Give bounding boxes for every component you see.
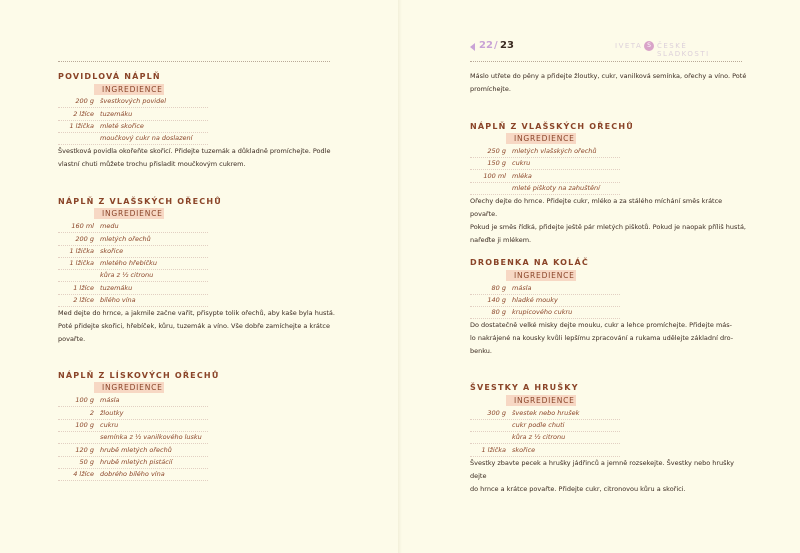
ingredient-name: semínka z ½ vanilkového lusku [100,433,202,441]
ingredient-leader-line [58,120,208,121]
ingredient-name: hrubě mletých ořechů [100,446,172,454]
ingredient-qty: 100 g [75,421,94,429]
ingredient-qty: 100 g [75,396,94,404]
ingredient-leader-line [58,456,208,457]
ingredient-qty: 1 lžička [69,122,94,130]
ingredient-name: tuzemáku [100,110,133,118]
recipe-title: NÁPLŇ Z VLAŠSKÝCH OŘECHŮ [58,197,222,206]
ingredient-row [58,122,330,131]
ingredient-row [58,247,330,256]
ingredient-name: másla [512,284,532,292]
ingredient-row [470,172,742,181]
ingredient-name: mletých ořechů [100,235,151,243]
ingredients-label: INGREDIENCE [94,382,164,393]
ingredient-row [58,222,330,231]
ingredient-name: mleté piškoty na zahuštění [512,184,600,192]
ingredient-leader-line [470,443,620,444]
ingredient-row [470,184,742,193]
ingredient-name: másla [100,396,120,404]
page-header [470,42,742,56]
ingredient-row [58,470,330,479]
ingredient-row [470,409,742,418]
ingredient-row [470,433,742,442]
ingredient-name: mletého hřebíčku [100,259,158,267]
ingredient-leader-line [58,443,208,444]
ingredient-qty: 1 lžíce [73,284,94,292]
ingredient-row [470,147,742,156]
page-separator: / [494,40,498,51]
continued-instructions: Máslo utřete do pěny a přidejte žloutky, cukr, vanilková semínka, ořechy a víno. Poté promíchejte. [470,72,747,93]
ingredients-label: INGREDIENCE [94,208,164,219]
ingredient-leader-line [58,245,208,246]
ingredient-name: tuzemáku [100,284,133,292]
recipe-title: NÁPLŇ Z VLAŠSKÝCH OŘECHŮ [470,122,634,131]
page-spine [398,0,402,553]
ingredient-qty: 4 lžíce [73,470,94,478]
ingredient-name: medu [100,222,119,230]
ingredient-qty: 50 g [79,458,94,466]
ingredient-leader-line [58,468,208,469]
brand-book-title: ČESKÉ SLADKOSTI [657,42,710,58]
header-divider [58,61,330,62]
ingredient-leader-line [470,169,620,170]
ingredient-leader-line [58,107,208,108]
ingredient-name: kůra z ½ citronu [512,433,566,441]
ingredient-row [58,296,330,305]
ingredient-name: hladké mouky [512,296,558,304]
ingredient-leader-line [470,157,620,158]
ingredient-name: skořice [100,247,124,255]
ingredient-leader-line [58,406,208,407]
ingredient-name: moučkový cukr na doslazení [100,134,193,142]
recipe-title: NÁPLŇ Z LÍSKOVÝCH OŘECHŮ [58,371,220,380]
ingredient-name: švestkových povidel [100,97,167,105]
ingredient-leader-line [58,269,208,270]
ingredient-qty: 250 g [487,147,506,155]
ingredient-name: cukru [100,421,119,429]
ingredient-name: dobrého bílého vína [100,470,165,478]
recipe-title: POVIDLOVÁ NÁPLŇ [58,72,161,81]
ingredient-leader-line [58,431,208,432]
ingredient-qty: 1 lžička [69,259,94,267]
previous-page-number[interactable]: 22 [479,40,493,51]
ingredient-qty: 80 g [491,308,506,316]
ingredient-qty: 120 g [75,446,94,454]
ingredient-name: hrubě mletých pistácií [100,458,173,466]
ingredient-name: mleté skořice [100,122,144,130]
ingredient-row [58,446,330,455]
current-page-number: 23 [500,40,514,51]
ingredient-qty: 1 lžička [481,446,506,454]
ingredients-label: INGREDIENCE [506,133,576,144]
ingredient-row [470,446,742,455]
ingredient-leader-line [470,306,620,307]
ingredient-leader-line [470,431,620,432]
ingredient-name: mléka [512,172,532,180]
ingredient-leader-line [58,480,208,481]
ingredient-name: kůra z ½ citronu [100,271,154,279]
ingredient-row [58,421,330,430]
ingredient-row [470,159,742,168]
recipe-instructions: Med dejte do hrnce, a jakmile začne vařit, přisypte tolik ořechů, aby kaše byla hustá. Poté přidejte skořici, hřebíček, kůru, tuzemák a víno. Vše dobře zamíchejte a krátce povařte. [58,309,335,343]
ingredient-row [58,271,330,280]
ingredient-row [470,421,742,430]
ingredient-row [58,458,330,467]
brand-author: IVETA [615,42,643,50]
ingredient-row [58,259,330,268]
ingredient-row [470,284,742,293]
ingredients-label: INGREDIENCE [506,270,576,281]
ingredient-qty: 2 lžíce [73,296,94,304]
ingredient-leader-line [470,419,620,420]
ingredient-row [58,110,330,119]
ingredient-row [58,396,330,405]
ingredients-label: INGREDIENCE [94,84,164,95]
ingredient-leader-line [58,419,208,420]
ingredient-qty: 1 lžička [69,247,94,255]
ingredient-leader-line [58,232,208,233]
ingredient-row [58,409,330,418]
ingredient-row [470,308,742,317]
ingredient-name: mletých vlašských ořechů [512,147,597,155]
brand-logo-icon: S [644,41,654,51]
ingredient-qty: 200 g [75,235,94,243]
ingredient-leader-line [58,132,208,133]
recipe-instructions: Švestky zbavte pecek a hrušky jádřinců a jemně rozsekejte. Švestky nebo hrušky dejte do hrnce a krátce povařte. Přidejte cukr, citronovou kůru a skořici. [470,459,734,493]
ingredient-leader-line [58,281,208,282]
ingredient-row [58,134,330,143]
recipe-instructions: Do dostatečně velké misky dejte mouku, cukr a lehce promíchejte. Přidejte más- lo nakrájené na kousky kvůli lepšímu zpracování a rukama udělejte základní dro- benku. [470,321,734,355]
ingredient-name: krupicového cukru [512,308,573,316]
ingredient-qty: 150 g [487,159,506,167]
ingredient-name: skořice [512,446,536,454]
ingredient-row [58,235,330,244]
ingredient-qty: 140 g [487,296,506,304]
header-divider [470,61,742,62]
ingredient-qty: 2 [89,409,94,417]
previous-page-arrow-icon[interactable] [470,43,475,51]
ingredient-row [58,433,330,442]
ingredient-leader-line [58,257,208,258]
ingredient-qty: 80 g [491,284,506,292]
recipe-title: DROBENKA NA KOLÁČ [470,258,589,267]
ingredient-leader-line [470,182,620,183]
ingredient-name: žloutky [100,409,124,417]
ingredient-qty: 2 lžíce [73,110,94,118]
ingredient-name: bílého vína [100,296,136,304]
ingredient-row [470,296,742,305]
ingredient-row [58,284,330,293]
ingredient-qty: 200 g [75,97,94,105]
recipe-instructions: Švestková povidla okořeňte skořicí. Přidejte tuzemák a důkladně promíchejte. Podle vlastní chuti můžete trochu přisladit moučkovým cukrem. [58,147,331,168]
ingredient-qty: 160 ml [71,222,94,230]
recipe-instructions: Ořechy dejte do hrnce. Přidejte cukr, mléko a za stálého míchání směs krátce povařte. Pokud je směs řídká, přidejte ještě pár mletých piškotů. Pokud je naopak příliš hustá, nařeďte ji mlékem. [470,197,746,244]
ingredient-leader-line [470,294,620,295]
ingredient-row [58,97,330,106]
ingredients-label: INGREDIENCE [506,395,576,406]
ingredient-leader-line [58,294,208,295]
ingredient-name: cukru [512,159,531,167]
ingredient-qty: 100 ml [483,172,506,180]
ingredient-qty: 300 g [487,409,506,417]
recipe-title: ŠVESTKY A HRUŠKY [470,383,579,392]
ingredient-name: cukr podle chuti [512,421,565,429]
ingredient-name: švestek nebo hrušek [512,409,580,417]
